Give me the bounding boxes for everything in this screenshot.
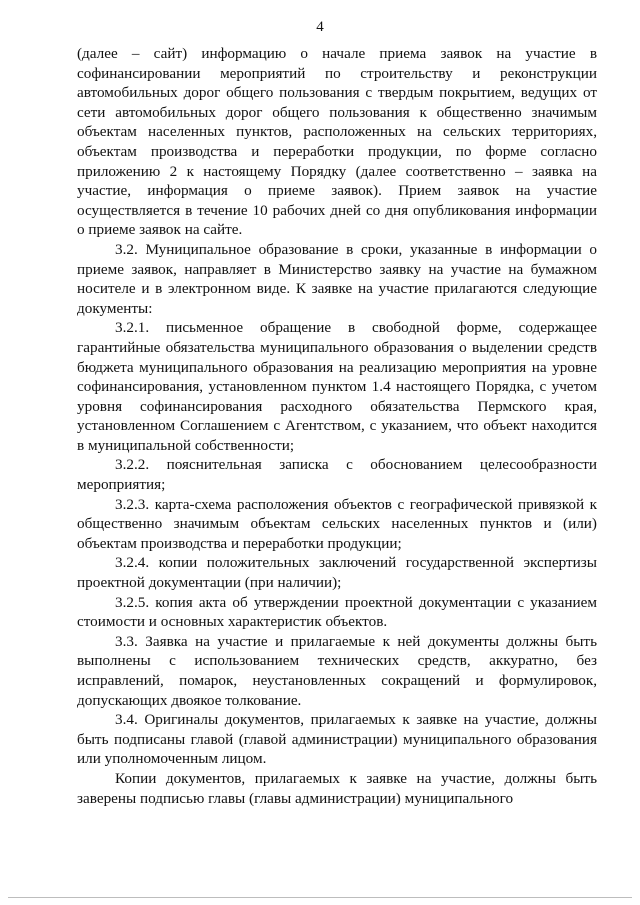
paragraph-3-2-5: 3.2.5. копия акта об утверждении проектной документации с указанием стоимости и основных характеристик объектов.: [77, 593, 597, 631]
paragraph-3-2-1: 3.2.1. письменное обращение в свободной форме, содержащее гарантийные обязательства муниципального образования о выделении средств бюджета муниципального образования на реализацию мероприятия на уровне софинансирования, установленном пунктом 1.4 настоящего Порядка, с учетом уровня софинансирования расходного обязательства Пермского края, установленном Соглашением с Агентством, с указанием, что объект находится в муниципальной собственности;: [77, 319, 597, 454]
paragraph-3-2-2: 3.2.2. пояснительная записка с обоснованием целесообразности мероприятия;: [77, 456, 597, 494]
paragraph-copies: Копии документов, прилагаемых к заявке на участие, должны быть заверены подписью главы (главы администрации) муниципального: [77, 769, 597, 807]
page-number: 4: [316, 19, 324, 35]
paragraph-3-4: 3.4. Оригиналы документов, прилагаемых к заявке на участие, должны быть подписаны главой (главой администрации) муниципального образования или уполномоченным лицом.: [77, 711, 597, 768]
document-body: [77, 44, 597, 808]
paragraph-3-2-4: 3.2.4. копии положительных заключений государственной экспертизы проектной документации (при наличии);: [77, 554, 597, 592]
scan-bottom-edge: [8, 897, 632, 898]
paragraph-continued: (далее – сайт) информацию о начале приема заявок на участие в софинансировании мероприятий по строительству и реконструкции автомобильных дорог общего пользования с твердым покрытием, ведущих от сети автомобильных дорог общего пользования к общественно значимым объектам населенных пунктов, расположенных на сельских территориях, объектам производства и переработки продукции, по форме согласно приложению 2 к настоящему Порядку (далее соответственно – заявка на участие, информация о приеме заявок). Прием заявок на участие осуществляется в течение 10 рабочих дней со дня опубликования информации о приеме заявок на сайте.: [77, 45, 597, 239]
paragraph-3-2: 3.2. Муниципальное образование в сроки, указанные в информации о приеме заявок, направляет в Министерство заявку на участие на бумажном носителе и в электронном виде. К заявке на участие прилагаются следующие документы:: [77, 240, 597, 317]
paragraph-3-3: 3.3. Заявка на участие и прилагаемые к ней документы должны быть выполнены с использованием технических средств, аккуратно, без исправлений, помарок, неустановленных сокращений и формулировок, допускающих двоякое толкование.: [77, 632, 597, 709]
paragraph-3-2-3: 3.2.3. карта-схема расположения объектов с географической привязкой к общественно значимым объектам сельских населенных пунктов и (или) объектам производства и переработки продукции;: [77, 495, 597, 552]
